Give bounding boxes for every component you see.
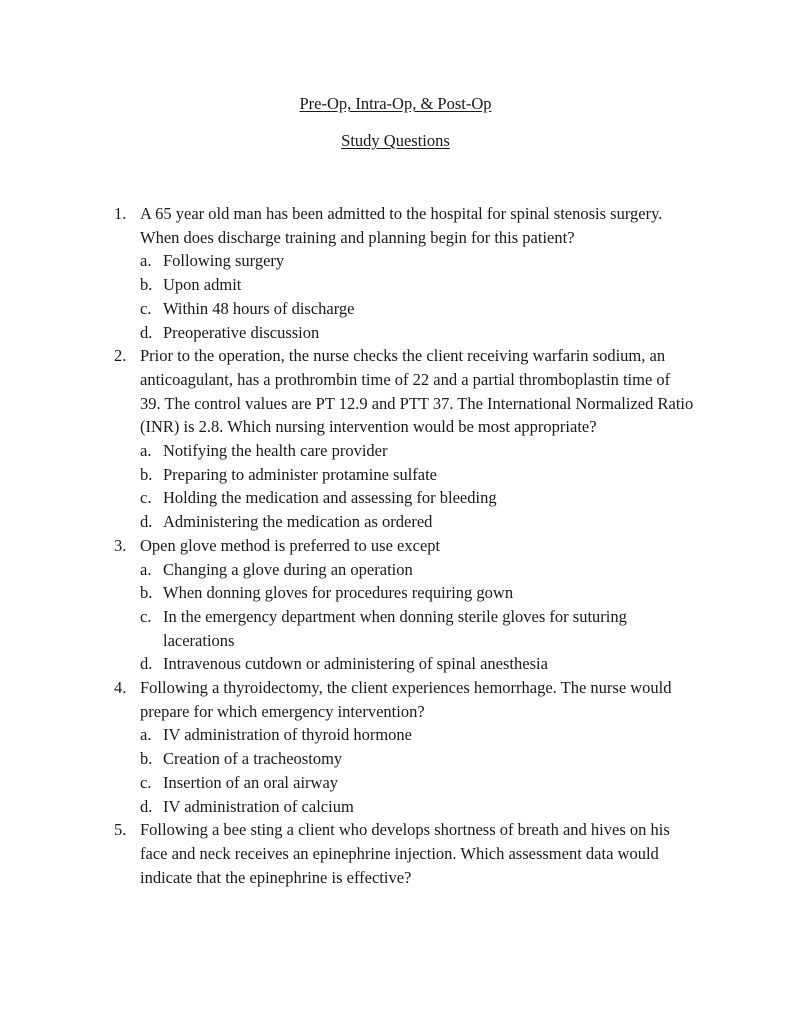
option-letter: b.	[140, 464, 153, 484]
answer-option-list	[140, 723, 694, 818]
question-number: 1.	[114, 204, 127, 223]
option-text: Intravenous cutdown or administering of spinal anesthesia	[163, 654, 548, 674]
option-letter: b.	[140, 583, 153, 603]
answer-option	[140, 273, 694, 297]
answer-option	[140, 463, 694, 487]
answer-option-list	[140, 558, 694, 677]
option-letter: b.	[140, 749, 153, 769]
option-text: Administering the medication as ordered	[163, 512, 433, 532]
answer-option	[140, 771, 694, 795]
answer-option	[140, 605, 694, 652]
question-text: A 65 year old man has been admitted to the hospital for spinal stenosis surgery. When does discharge training and planning begin for this patient?	[140, 204, 663, 247]
option-text: When donning gloves for procedures requiring gown	[163, 583, 514, 603]
option-letter: d.	[140, 322, 153, 342]
question-item	[114, 534, 694, 676]
option-letter: d.	[140, 654, 153, 674]
option-text: Upon admit	[163, 275, 242, 295]
answer-option	[140, 558, 694, 582]
answer-option	[140, 486, 694, 510]
question-item	[114, 818, 694, 889]
answer-option	[140, 652, 694, 676]
question-item	[114, 202, 694, 344]
option-text: Changing a glove during an operation	[163, 559, 413, 579]
answer-option	[140, 795, 694, 819]
option-letter: a.	[140, 725, 152, 745]
question-item	[114, 344, 694, 534]
question-text: Following a bee sting a client who develops shortness of breath and hives on his face and neck receives an epinephrine injection. Which assessment data would indicate that the epinephrine is effective?	[140, 820, 670, 887]
document-subtitle: Study Questions	[341, 131, 450, 150]
answer-option	[140, 747, 694, 771]
question-text: Following a thyroidectomy, the client experiences hemorrhage. The nurse would prepare for which emergency intervention?	[140, 678, 672, 721]
option-text: Notifying the health care provider	[163, 441, 388, 461]
option-text: IV administration of thyroid hormone	[163, 725, 412, 745]
question-text: Open glove method is preferred to use except	[140, 535, 441, 555]
question-list	[114, 202, 694, 889]
answer-option	[140, 439, 694, 463]
option-text: Following surgery	[163, 251, 285, 271]
option-letter: b.	[140, 275, 153, 295]
document-title: Pre-Op, Intra-Op, & Post-Op	[299, 94, 492, 113]
question-number: 3.	[114, 535, 127, 555]
option-text: Within 48 hours of discharge	[163, 298, 355, 318]
option-text: Preoperative discussion	[163, 322, 320, 342]
option-text: Creation of a tracheostomy	[163, 749, 343, 769]
answer-option	[140, 723, 694, 747]
option-letter: d.	[140, 796, 153, 816]
option-letter: c.	[140, 772, 152, 792]
option-letter: c.	[140, 488, 152, 508]
answer-option	[140, 510, 694, 534]
option-letter: a.	[140, 559, 152, 579]
answer-option-list	[140, 439, 694, 534]
question-number: 4.	[114, 678, 127, 698]
option-text: Preparing to administer protamine sulfate	[163, 464, 438, 484]
question-number: 5.	[114, 820, 127, 840]
answer-option	[140, 297, 694, 321]
option-text: In the emergency department when donning sterile gloves for suturing lacerations	[163, 606, 627, 650]
answer-option	[140, 321, 694, 345]
answer-option	[140, 249, 694, 273]
option-text: Insertion of an oral airway	[163, 772, 339, 792]
option-letter: c.	[140, 606, 152, 626]
question-number: 2.	[114, 346, 127, 366]
option-letter: a.	[140, 251, 152, 271]
option-letter: c.	[140, 298, 152, 318]
option-text: IV administration of calcium	[163, 796, 354, 816]
answer-option-list	[140, 249, 694, 344]
question-item	[114, 676, 694, 818]
option-letter: d.	[140, 512, 153, 532]
option-text: Holding the medication and assessing for bleeding	[163, 488, 497, 508]
option-letter: a.	[140, 441, 152, 461]
answer-option	[140, 581, 694, 605]
question-text: Prior to the operation, the nurse checks the client receiving warfarin sodium, an anticoagulant, has a prothrombin time of 22 and a partial thromboplastin time of 39. The control values are PT 12.9 and PTT 37. The International Normalized Ratio (INR) is 2.8. Which nursing intervention would be most appropriate?	[140, 346, 694, 437]
